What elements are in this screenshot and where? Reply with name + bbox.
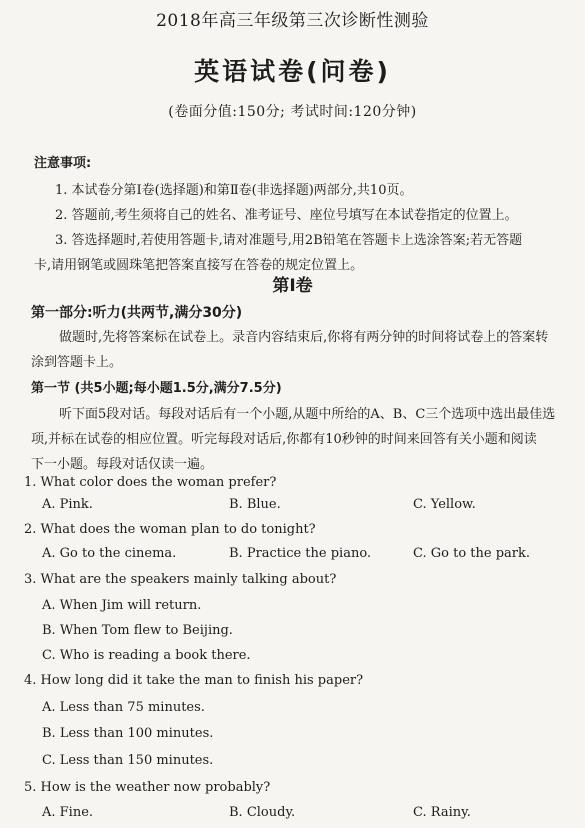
note-line-3: 3. 答选择题时,若使用答题卡,请对准题号,用2B铅笔在答题卡上选涂答案;若无答题	[55, 233, 523, 248]
question-4-option-a: A. Less than 75 minutes.	[42, 700, 205, 715]
note-line-1: 1. 本试卷分第Ⅰ卷(选择题)和第Ⅱ卷(非选择题)两部分,共10页。	[55, 183, 413, 198]
question-4-stem: 4. How long did it take the man to finish his paper?	[24, 673, 364, 688]
question-4-option-b: B. Less than 100 minutes.	[42, 726, 214, 741]
section1-heading: 第一节 (共5小题;每小题1.5分,满分7.5分)	[31, 381, 282, 396]
question-2-stem: 2. What does the woman plan to do tonight?	[24, 522, 316, 537]
question-1-option-c: C. Yellow.	[413, 497, 476, 512]
question-1-stem: 1. What color does the woman prefer?	[24, 475, 277, 490]
question-1-option-a: A. Pink.	[42, 497, 93, 512]
paper-title: 英语试卷(问卷)	[194, 57, 391, 86]
section1-intro-line-3: 下一小题。每段对话仅读一遍。	[31, 457, 214, 472]
section-title: 第Ⅰ卷	[272, 276, 313, 296]
question-3-stem: 3. What are the speakers mainly talking about?	[24, 572, 337, 587]
question-1-option-b: B. Blue.	[229, 497, 281, 512]
question-2-option-a: A. Go to the cinema.	[42, 546, 177, 561]
part1-intro-line-1: 做题时,先将答案标在试卷上。录音内容结束后,你将有两分钟的时间将试卷上的答案转	[59, 330, 549, 345]
notes-heading: 注意事项:	[34, 156, 92, 171]
note-line-2: 2. 答题前,考生须将自己的姓名、准考证号、座位号填写在本试卷指定的位置上。	[55, 208, 518, 223]
question-3-option-b: B. When Tom flew to Beijing.	[42, 623, 233, 638]
section1-intro-line-1: 听下面5段对话。每段对话后有一个小题,从题中所给的A、B、C三个选项中选出最佳选	[59, 407, 556, 422]
question-3-option-c: C. Who is reading a book there.	[42, 648, 251, 663]
question-5-option-b: B. Cloudy.	[229, 805, 296, 820]
question-5-stem: 5. How is the weather now probably?	[24, 780, 271, 795]
question-2-option-b: B. Practice the piano.	[229, 546, 372, 561]
question-2-option-c: C. Go to the park.	[413, 546, 530, 561]
question-4-option-c: C. Less than 150 minutes.	[42, 753, 214, 768]
question-5-option-a: A. Fine.	[42, 805, 94, 820]
exam-title: 2018年高三年级第三次诊断性测验	[156, 11, 429, 31]
part1-heading: 第一部分:听力(共两节,满分30分)	[31, 305, 243, 321]
paper-info: (卷面分值:150分; 考试时间:120分钟)	[168, 104, 417, 120]
part1-intro-line-2: 涂到答题卡上。	[31, 355, 123, 370]
section1-intro-line-2: 项,并标在试卷的相应位置。听完每段对话后,你都有10秒钟的时间来回答有关小题和阅读	[31, 432, 537, 447]
question-3-option-a: A. When Jim will return.	[42, 598, 202, 613]
note-line-4: 卡,请用钢笔或圆珠笔把答案直接写在答卷的规定位置上。	[34, 258, 364, 273]
question-5-option-c: C. Rainy.	[413, 805, 471, 820]
